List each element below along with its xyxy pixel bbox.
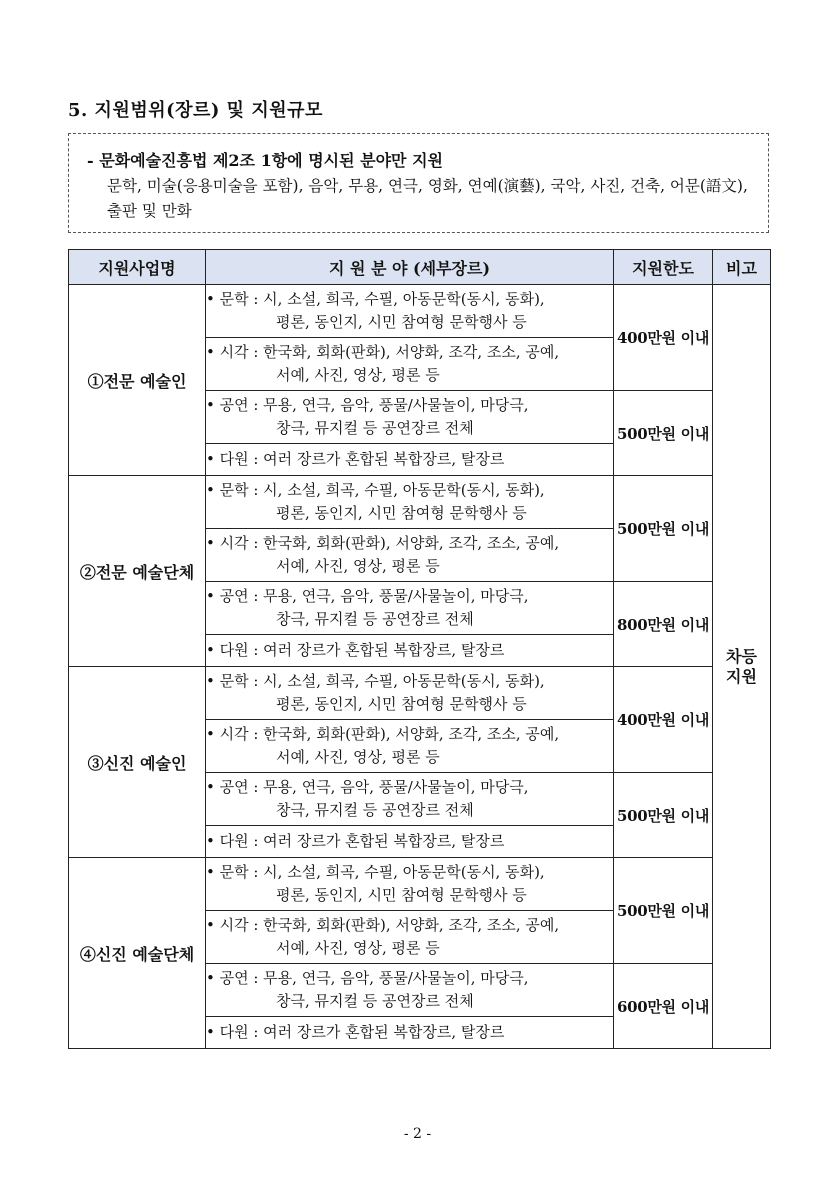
genre-line: • 다원 : 여러 장르가 혼합된 복합장르, 탈장르 bbox=[206, 450, 505, 468]
genre-field bbox=[206, 476, 614, 529]
table-row bbox=[69, 858, 771, 911]
support-limit: 500만원 이내 bbox=[614, 476, 713, 582]
genre-field bbox=[206, 582, 614, 635]
header-field: 지 원 분 야 (세부장르) bbox=[206, 250, 614, 285]
header-limit: 지원한도 bbox=[614, 250, 713, 285]
table-row bbox=[69, 285, 771, 338]
genre-line: • 시각 : 한국화, 회화(판화), 서양화, 조각, 조소, 공예, bbox=[206, 343, 560, 361]
support-limit: 500만원 이내 bbox=[614, 858, 713, 964]
genre-line: • 공연 : 무용, 연극, 음악, 풍물/사물놀이, 마당극, bbox=[206, 396, 529, 414]
genre-line-continued: 창극, 뮤지컬 등 공연장르 전체 bbox=[276, 610, 474, 628]
support-limit: 400만원 이내 bbox=[614, 667, 713, 773]
notice-body: 문학, 미술(응용미술을 포함), 음악, 무용, 연극, 영화, 연예(演藝), 국악, 사진, 건축, 어문(語文), 출판 및 만화 bbox=[107, 177, 748, 220]
table-header-row bbox=[69, 250, 771, 285]
genre-line-continued: 서예, 사진, 영상, 평론 등 bbox=[276, 748, 440, 766]
genre-line-continued: 창극, 뮤지컬 등 공연장르 전체 bbox=[276, 419, 474, 437]
table-row bbox=[69, 667, 771, 720]
genre-line-continued: 서예, 사진, 영상, 평론 등 bbox=[276, 366, 440, 384]
genre-field bbox=[206, 529, 614, 582]
genre-line: • 공연 : 무용, 연극, 음악, 풍물/사물놀이, 마당극, bbox=[206, 587, 529, 605]
genre-field bbox=[206, 773, 614, 826]
support-table bbox=[68, 249, 771, 1049]
genre-line-continued: 평론, 동인지, 시민 참여형 문학행사 등 bbox=[276, 886, 527, 904]
genre-line-continued: 창극, 뮤지컬 등 공연장르 전체 bbox=[276, 801, 474, 819]
genre-line-continued: 평론, 동인지, 시민 참여형 문학행사 등 bbox=[276, 695, 527, 713]
genre-field bbox=[206, 635, 614, 667]
support-limit: 400만원 이내 bbox=[614, 285, 713, 391]
genre-field bbox=[206, 391, 614, 444]
genre-field bbox=[206, 858, 614, 911]
genre-field bbox=[206, 964, 614, 1017]
genre-field bbox=[206, 1017, 614, 1049]
genre-line-continued: 평론, 동인지, 시민 참여형 문학행사 등 bbox=[276, 504, 527, 522]
genre-field bbox=[206, 826, 614, 858]
genre-line: • 시각 : 한국화, 회화(판화), 서양화, 조각, 조소, 공예, bbox=[206, 534, 560, 552]
genre-line-continued: 평론, 동인지, 시민 참여형 문학행사 등 bbox=[276, 313, 527, 331]
table-row bbox=[69, 476, 771, 529]
genre-field bbox=[206, 720, 614, 773]
genre-line-continued: 창극, 뮤지컬 등 공연장르 전체 bbox=[276, 992, 474, 1010]
support-limit: 800만원 이내 bbox=[614, 582, 713, 667]
program-name: ④신진 예술단체 bbox=[69, 858, 206, 1049]
genre-line: • 시각 : 한국화, 회화(판화), 서양화, 조각, 조소, 공예, bbox=[206, 916, 560, 934]
support-limit: 500만원 이내 bbox=[614, 391, 713, 476]
genre-line: • 다원 : 여러 장르가 혼합된 복합장르, 탈장르 bbox=[206, 641, 505, 659]
genre-field bbox=[206, 338, 614, 391]
genre-line: • 문학 : 시, 소설, 희곡, 수필, 아동문학(동시, 동화), bbox=[206, 290, 545, 308]
genre-line: • 문학 : 시, 소설, 희곡, 수필, 아동문학(동시, 동화), bbox=[206, 481, 545, 499]
genre-line-continued: 서예, 사진, 영상, 평론 등 bbox=[276, 939, 440, 957]
genre-line: • 문학 : 시, 소설, 희곡, 수필, 아동문학(동시, 동화), bbox=[206, 672, 545, 690]
notice-heading: - 문화예술진흥법 제2조 1항에 명시된 분야만 지원 bbox=[87, 151, 443, 170]
program-name: ②전문 예술단체 bbox=[69, 476, 206, 667]
table-body bbox=[69, 285, 771, 1049]
genre-line: • 다원 : 여러 장르가 혼합된 복합장르, 탈장르 bbox=[206, 832, 505, 850]
note-cell: 차등 지원 bbox=[713, 285, 771, 1049]
program-name: ③신진 예술인 bbox=[69, 667, 206, 858]
notice-box bbox=[68, 133, 769, 233]
genre-field bbox=[206, 667, 614, 720]
program-name: ①전문 예술인 bbox=[69, 285, 206, 476]
header-program: 지원사업명 bbox=[69, 250, 206, 285]
genre-line: • 공연 : 무용, 연극, 음악, 풍물/사물놀이, 마당극, bbox=[206, 969, 529, 987]
genre-line: • 다원 : 여러 장르가 혼합된 복합장르, 탈장르 bbox=[206, 1023, 505, 1041]
section-title: 5. 지원범위(장르) 및 지원규모 bbox=[68, 100, 323, 121]
genre-line: • 공연 : 무용, 연극, 음악, 풍물/사물놀이, 마당극, bbox=[206, 778, 529, 796]
support-limit: 500만원 이내 bbox=[614, 773, 713, 858]
genre-line: • 문학 : 시, 소설, 희곡, 수필, 아동문학(동시, 동화), bbox=[206, 863, 545, 881]
header-note: 비고 bbox=[713, 250, 771, 285]
genre-field bbox=[206, 285, 614, 338]
genre-field bbox=[206, 444, 614, 476]
genre-field bbox=[206, 911, 614, 964]
genre-line: • 시각 : 한국화, 회화(판화), 서양화, 조각, 조소, 공예, bbox=[206, 725, 560, 743]
support-limit: 600만원 이내 bbox=[614, 964, 713, 1049]
page-number: - 2 - bbox=[403, 1126, 432, 1142]
genre-line-continued: 서예, 사진, 영상, 평론 등 bbox=[276, 557, 440, 575]
